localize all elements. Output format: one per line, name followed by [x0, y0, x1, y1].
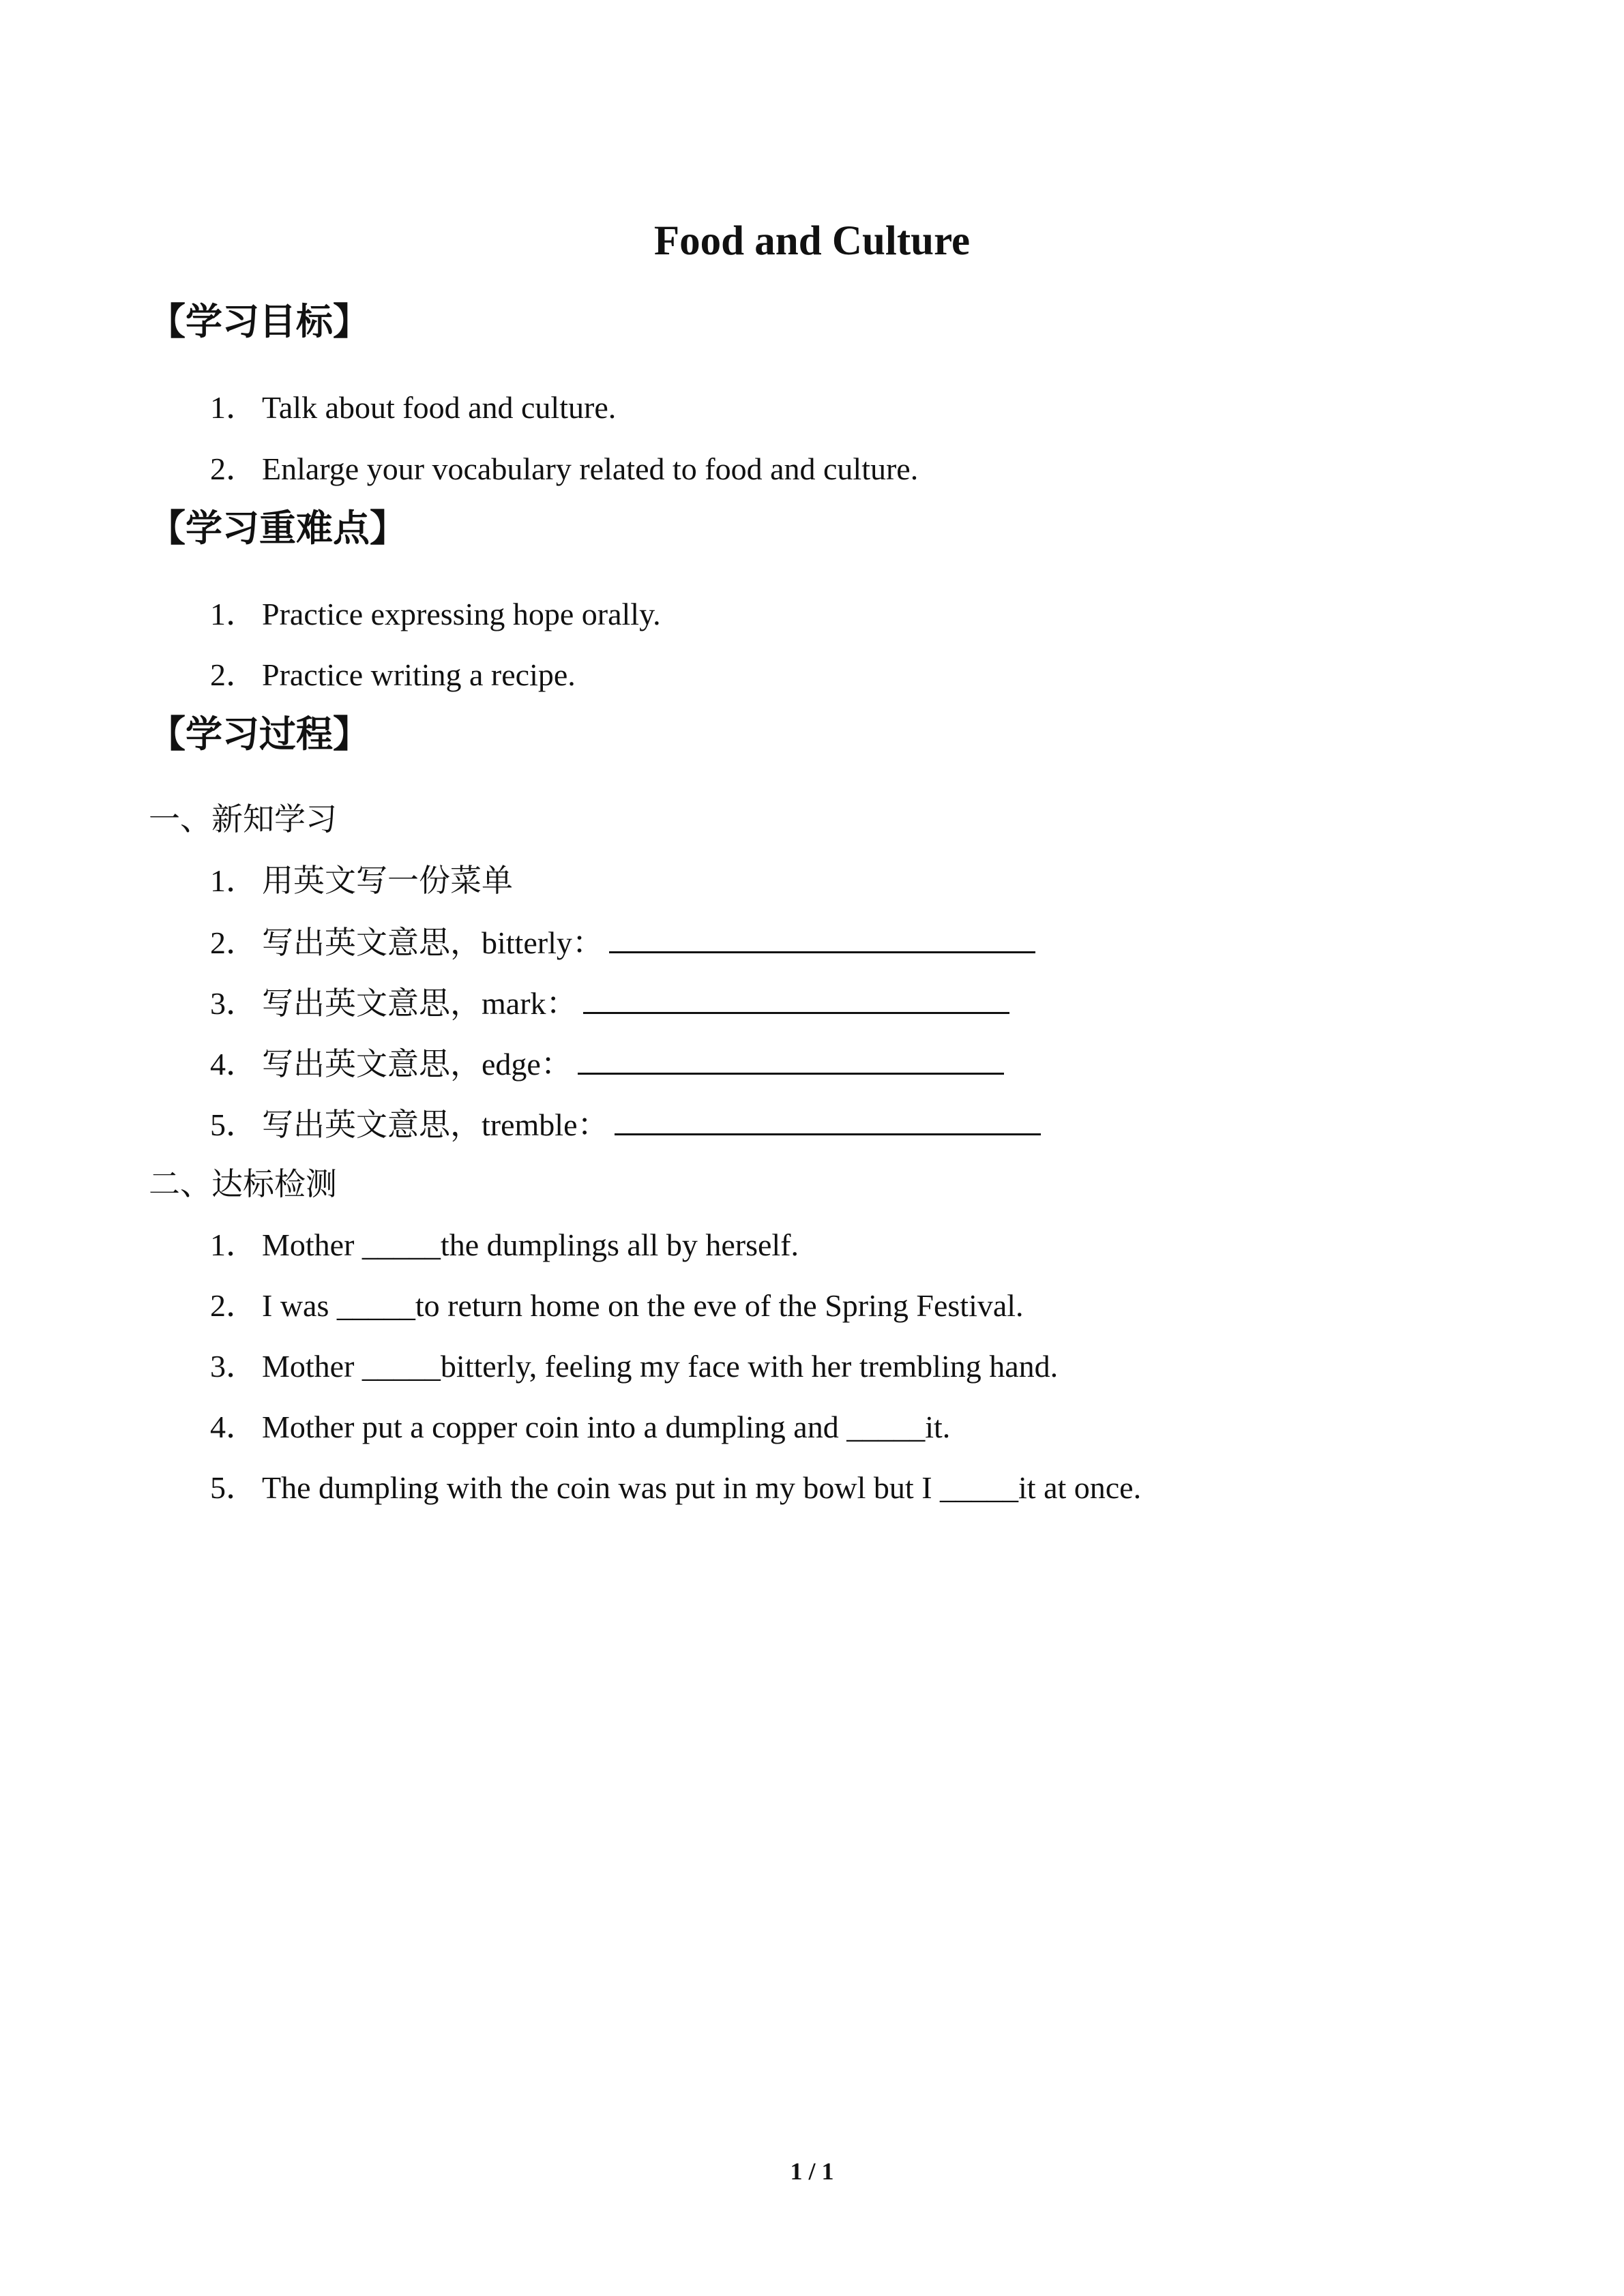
item-text: Mother _____the dumplings all by herself.: [262, 1227, 799, 1262]
item-number: 4．: [210, 1410, 257, 1444]
section-heading-process: 【学习过程】: [149, 713, 370, 756]
item-number: 2．: [210, 657, 257, 692]
item-text: 写出英文意思，bitterly：: [262, 925, 604, 960]
answer-blank[interactable]: [615, 1103, 1041, 1135]
item-text: Enlarge your vocabulary related to food and culture.: [262, 451, 919, 486]
list-item: [210, 449, 918, 490]
item-text: I was _____to return home on the eve of the Spring Festival.: [262, 1288, 1024, 1323]
answer-blank[interactable]: [609, 921, 1035, 953]
list-item: [210, 1467, 1141, 1508]
list-item: [210, 1285, 1024, 1326]
item-text: 写出英文意思，tremble：: [262, 1107, 609, 1142]
item-number: 1．: [210, 390, 257, 425]
item-number: 2．: [210, 925, 257, 960]
section-heading-objectives: 【学习目标】: [149, 300, 370, 343]
list-item: [210, 1043, 1004, 1085]
item-number: 1．: [210, 863, 257, 898]
list-item: [210, 594, 661, 635]
item-text: Talk about food and culture.: [262, 390, 617, 425]
answer-blank[interactable]: [578, 1043, 1004, 1075]
list-item: [210, 655, 576, 696]
page-number: 1 / 1: [790, 2158, 834, 2185]
answer-blank[interactable]: [583, 982, 1009, 1014]
item-number: 5．: [210, 1470, 257, 1505]
subsection-title-assessment: 二、达标检测: [149, 1167, 337, 1202]
item-text: Practice expressing hope orally.: [262, 597, 661, 631]
item-number: 1．: [210, 597, 257, 631]
section-heading-key-points: 【学习重难点】: [149, 507, 407, 550]
list-item: [210, 1407, 950, 1448]
item-text: 写出英文意思，mark：: [262, 986, 578, 1021]
list-item: [210, 921, 1035, 964]
list-item: [210, 1225, 799, 1266]
item-number: 3．: [210, 1349, 257, 1384]
item-number: 2．: [210, 451, 257, 486]
item-number: 3．: [210, 986, 257, 1021]
item-text: 用英文写一份菜单: [262, 863, 513, 898]
item-text: 写出英文意思，edge：: [262, 1047, 572, 1082]
item-number: 2．: [210, 1288, 257, 1323]
item-number: 5．: [210, 1107, 257, 1142]
list-item: [210, 982, 1009, 1024]
item-text: Mother _____bitterly, feeling my face with her trembling hand.: [262, 1349, 1059, 1384]
list-item: [210, 1346, 1058, 1387]
item-text: The dumpling with the coin was put in my bowl but I _____it at once.: [262, 1470, 1142, 1505]
list-item: [210, 387, 616, 428]
page-title: Food and Culture: [653, 218, 971, 264]
item-number: 4．: [210, 1047, 257, 1082]
item-number: 1．: [210, 1227, 257, 1262]
item-text: Mother put a copper coin into a dumpling and _____it.: [262, 1410, 951, 1444]
list-item: [210, 1103, 1041, 1146]
item-text: Practice writing a recipe.: [262, 657, 576, 692]
subsection-title-new-knowledge: 一、新知学习: [149, 802, 337, 837]
list-item: [210, 861, 513, 901]
